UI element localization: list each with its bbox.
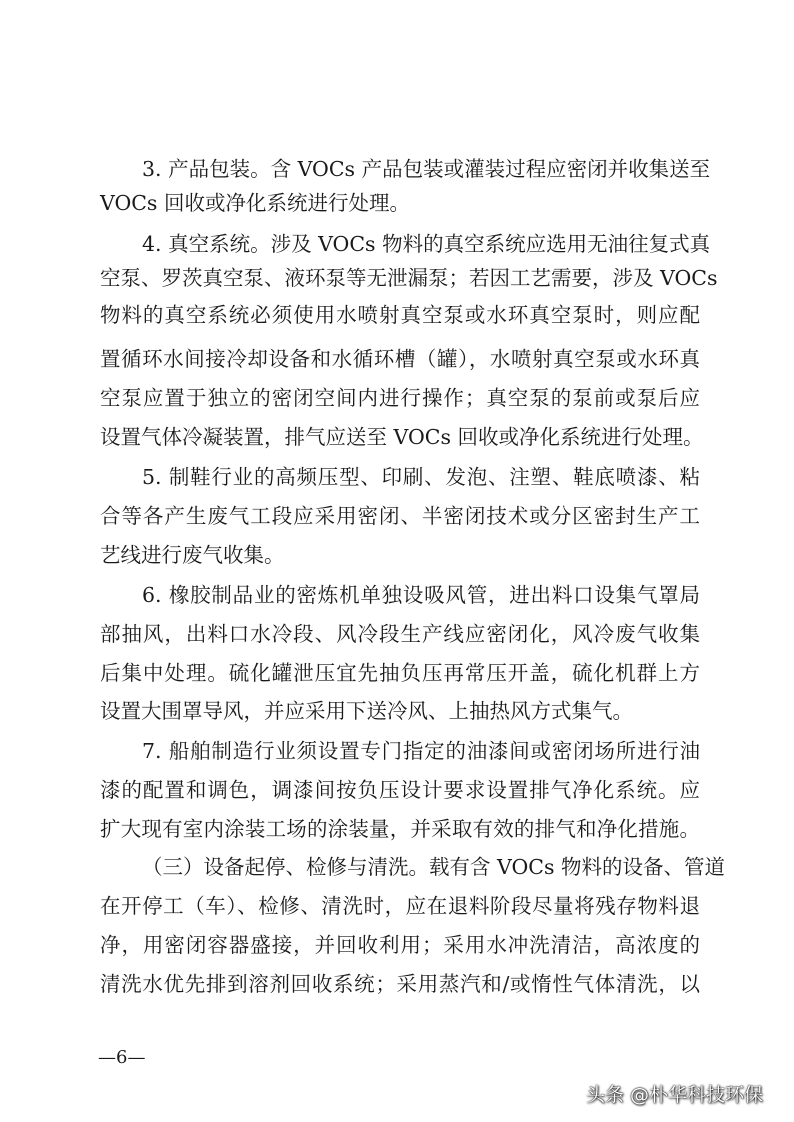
paragraph-line: 设置大围罩导风，并应采用下送冷风、上抽热风方式集气。 [100,699,633,723]
paragraph-line: VOCs 回收或净化系统进行处理。 [100,191,410,215]
paragraph-line: 净，用密闭容器盛接，并回收利用；采用水冲洗清洁，高浓度的 [100,933,700,957]
paragraph-line: 漆的配置和调色，调漆间按负压设计要求设置排气净化系统。应 [100,778,700,802]
paragraph-line: 艺线进行废气收集。 [100,543,285,567]
paragraph-line: 物料的真空系统必须使用水喷射真空泵或水环真空泵时，则应配 [100,303,700,327]
paragraph-line: 清洗水优先排到溶剂回收系统；采用蒸汽和/或惰性气体清洗，以 [100,972,700,996]
paragraph-line: 置循环水间接冷却设备和水循环槽（罐），水喷射真空泵或水环真 [100,347,700,371]
paragraph-line: 空泵应置于独立的密闭空间内进行操作；真空泵的泵前或泵后应 [100,386,700,410]
paragraph-line: 5. 制鞋行业的高频压型、印刷、发泡、注塑、鞋底喷漆、粘 [142,465,700,489]
paragraph-line: 3. 产品包装。含 VOCs 产品包装或灌装过程应密闭并收集送至 [142,157,711,181]
page-number: —6— [98,1047,146,1068]
source-watermark: 头条 @朴华科技环保 [586,1084,764,1106]
paragraph-line: 7. 船舶制造行业须设置专门指定的油漆间或密闭场所进行油 [142,739,700,763]
paragraph-line: 后集中处理。硫化罐泄压宜先抽负压再常压开盖，硫化机群上方 [100,661,700,685]
paragraph-line: 合等各产生废气工段应采用密闭、半密闭技术或分区密封生产工 [100,504,700,528]
paragraph-line: 设置气体冷凝装置，排气应送至 VOCs 回收或净化系统进行处理。 [100,425,704,449]
paragraph-line: 在开停工（车）、检修、清洗时，应在退料阶段尽量将残存物料退 [100,894,700,918]
paragraph-line: 6. 橡胶制品业的密炼机单独设吸风管，进出料口设集气罩局 [142,583,700,607]
paragraph-line: 4. 真空系统。涉及 VOCs 物料的真空系统应选用无油往复式真 [142,232,711,256]
paragraph-line: 部抽风，出料口水冷段、风冷段生产线应密闭化，风冷废气收集 [100,622,700,646]
paragraph-line: 空泵、罗茨真空泵、液环泵等无泄漏泵；若因工艺需要，涉及 VOCs [100,266,718,290]
paragraph-line: （三）设备起停、检修与清洗。载有含 VOCs 物料的设备、管道 [142,855,725,879]
paragraph-line: 扩大现有室内涂装工场的涂装量，并采取有效的排气和净化措施。 [100,817,700,841]
